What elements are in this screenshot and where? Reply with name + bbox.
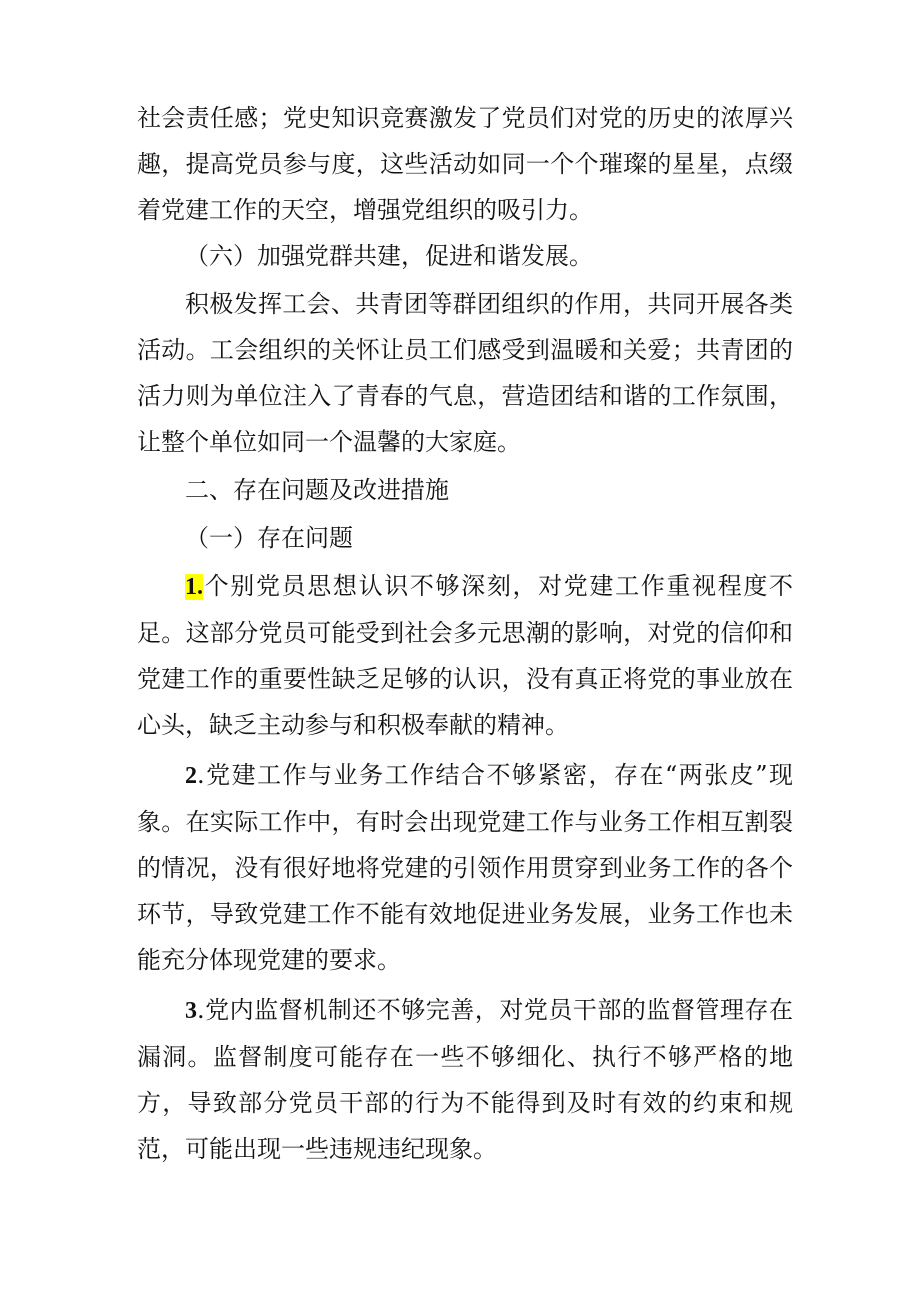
paragraph-mass-organizations: 积极发挥工会、共青团等群团组织的作用，共同开展各类活动。工会组织的关怀让员工们感受到温暖和关爱；共青团的活力则为单位注入了青春的气息，营造团结和谐的工作氛围，让整个单位如同一个温馨的大家庭。 (137, 290, 793, 456)
problem-item-1-text: 个别党员思想认识不够深刻，对党建工作重视程度不足。这部分党员可能受到社会多元思潮的影响，对党的信仰和党建工作的重要性缺乏足够的认识，没有真正将党的事业放在心头，缺乏主动参与和积极奉献的精神。 (137, 572, 793, 739)
problem-item-3-text: .党内监督机制还不够完善，对党员干部的监督管理存在漏洞。监督制度可能存在一些不够细化、执行不够严格的地方，导致部分党员干部的行为不能得到及时有效的约束和规范，可能出现一些违规违纪现象。 (137, 996, 793, 1163)
paragraph-continued: 社会责任感；党史知识竞赛激发了党员们对党的历史的浓厚兴趣，提高党员参与度，这些活动如同一个个璀璨的星星，点缀着党建工作的天空，增强党组织的吸引力。 (137, 104, 793, 224)
problem-item-1-number: 1. (185, 574, 203, 600)
problem-item-1 (137, 563, 793, 748)
section-heading-two: 二、存在问题及改进措施 (185, 476, 449, 504)
document-body (137, 95, 793, 1172)
heading-six: （六）加强党群共建，促进和谐发展。 (185, 242, 593, 270)
problem-item-2-text: .党建工作与业务工作结合不够紧密，存在“两张皮”现象。在实际工作中，有时会出现党建工作与业务工作相互割裂的情况，没有很好地将党建的引领作用贯穿到业务工作的各个环节，导致党建工作不能有效地促进业务发展，业务工作也未能充分体现党建的要求。 (137, 761, 793, 974)
problem-item-2-number: 2 (185, 763, 197, 789)
problem-item-3-number: 3 (185, 998, 197, 1024)
problem-item-3 (137, 987, 793, 1172)
problem-item-2 (137, 752, 793, 983)
subheading-existing-problems: （一）存在问题 (185, 524, 353, 552)
